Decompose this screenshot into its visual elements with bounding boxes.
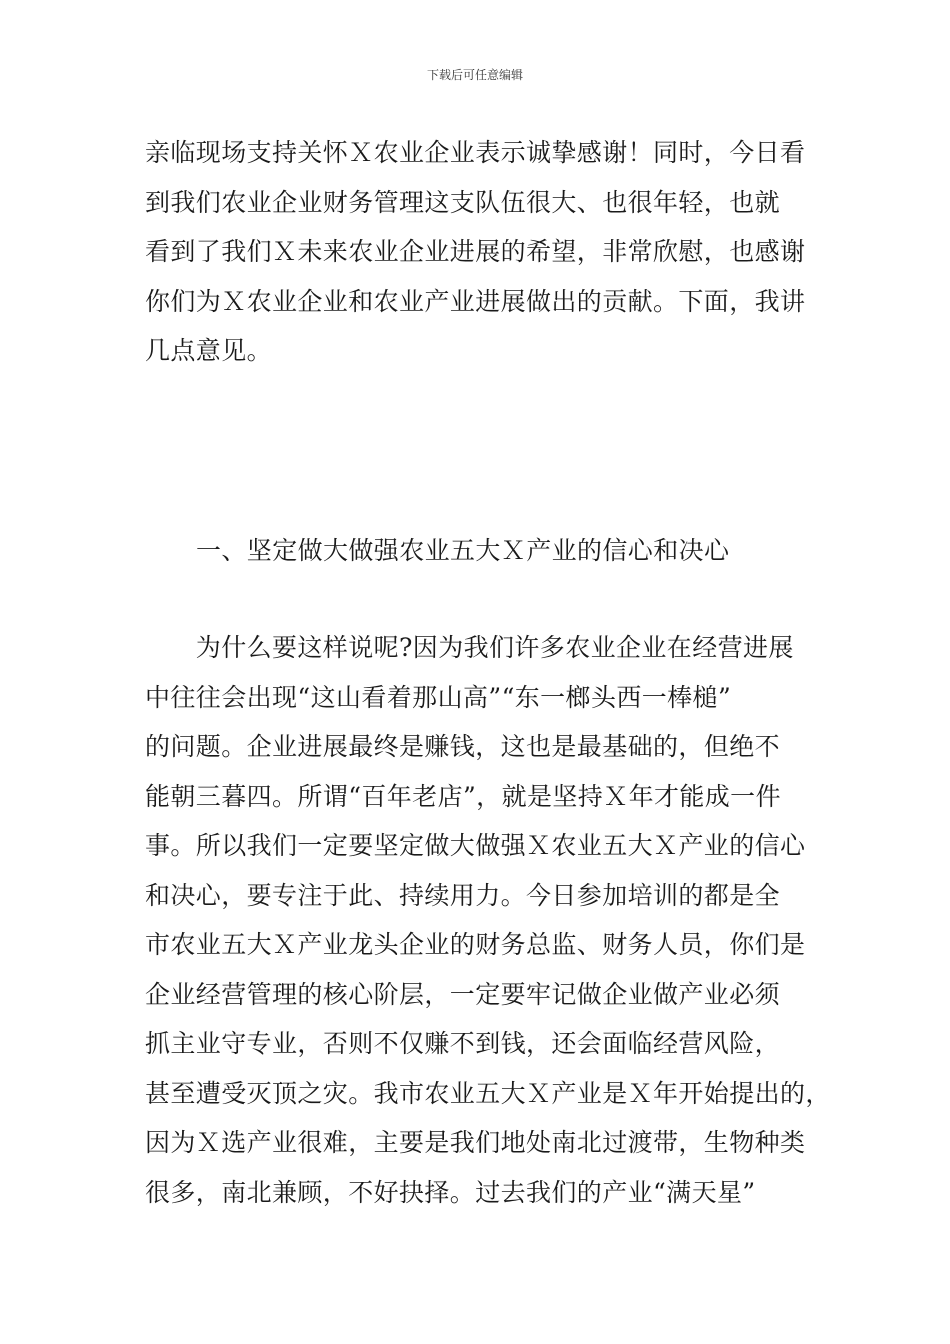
paragraph-line: 和决心，要专注于此、持续用力。今日参加培训的都是全 (145, 880, 781, 910)
paragraph-line: 亲临现场支持关怀Ｘ农业企业表示诚挚感谢！同时，今日看 (145, 138, 806, 167)
paragraph-line: 你们为Ｘ农业企业和农业产业进展做出的贡献。下面，我讲 (145, 286, 806, 316)
paragraph-line: 事。所以我们一定要坚定做大做强Ｘ农业五大Ｘ产业的信心 (145, 831, 806, 860)
paragraph-line: 能朝三暮四。所谓“百年老店”，就是坚持Ｘ年才能成一件 (145, 781, 781, 811)
paragraph-line: 中往往会出现“这山看着那山高”“东一榔头西一棒槌” (145, 682, 732, 712)
header-note: 下载后可任意编辑 (426, 68, 523, 82)
paragraph-line: 市农业五大Ｘ产业龙头企业的财务总监、财务人员，你们是 (145, 930, 806, 959)
paragraph-line: 看到了我们Ｘ未来农业企业进展的希望，非常欣慰，也感谢 (145, 237, 806, 266)
section-heading: 一、坚定做大做强农业五大Ｘ产业的信心和决心 (196, 536, 730, 565)
paragraph-line: 企业经营管理的核心阶层，一定要牢记做企业做产业必须 (145, 979, 781, 1009)
paragraph-1 (145, 128, 815, 376)
paragraph-line: 因为Ｘ选产业很难，主要是我们地处南北过渡带，生物种类 (145, 1128, 806, 1157)
paragraph-line: 甚至遭受灭顶之灾。我市农业五大Ｘ产业是Ｘ年开始提出的， (145, 1078, 831, 1108)
paragraph-line: 很多，南北兼顾，不好抉择。过去我们的产业“满天星” (145, 1177, 756, 1207)
paragraph-line: 的问题。企业进展最终是赚钱，这也是最基础的，但绝不 (145, 732, 781, 761)
paragraph-line: 抓主业守专业，否则不仅赚不到钱，还会面临经营风险， (145, 1029, 781, 1058)
paragraph-2 (145, 623, 831, 1217)
paragraph-line: 到我们农业企业财务管理这支队伍很大、也很年轻，也就 (145, 187, 781, 217)
paragraph-line: 几点意见。 (145, 336, 273, 365)
paragraph-line: 为什么要这样说呢?因为我们许多农业企业在经营进展 (145, 633, 794, 662)
